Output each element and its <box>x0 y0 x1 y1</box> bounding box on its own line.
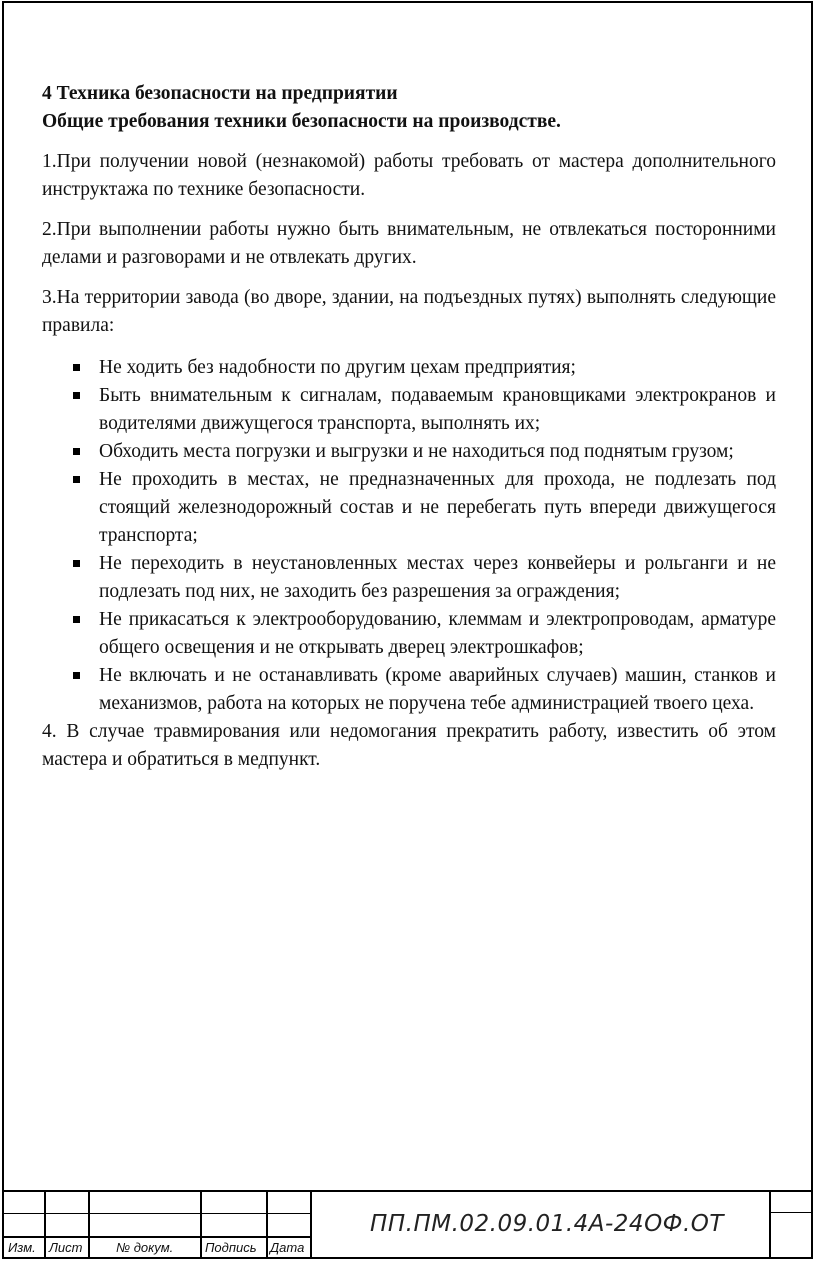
list-item <box>42 382 776 438</box>
list-item <box>42 438 776 466</box>
bullet-square-icon <box>73 560 80 567</box>
list-item-text: Не проходить в местах, не предназначенных для прохода, не подлезать под стоящий железнодорожный состав и не перебегать путь впереди движущегося транспорта; <box>99 469 776 546</box>
list-item <box>42 606 776 662</box>
section-subheading: Общие требования техники безопасности на производстве. <box>42 111 561 132</box>
stamp-label-doc-number: № докум. <box>116 1240 174 1255</box>
paragraph-1: 1.При получении новой (незнакомой) работы требовать от мастера дополнительного инструктажа по технике безопасности. <box>42 151 776 200</box>
grid-line <box>2 1213 310 1214</box>
stamp-label-date: Дата <box>270 1240 305 1255</box>
grid-line <box>88 1190 90 1259</box>
stamp-label-change: Изм. <box>8 1240 36 1255</box>
paragraph-3: 3.На территории завода (во дворе, здании, на подъездных путях) выполнять следующие правила: <box>42 287 776 336</box>
stamp-label-signature: Подпись <box>205 1240 257 1255</box>
rules-list <box>42 354 776 718</box>
grid-line <box>200 1190 202 1259</box>
title-block-top-border <box>2 1190 813 1192</box>
closing-paragraph: 4. В случае травмирования или недомогания прекратить работу, известить об этом мастера и обратиться в медпункт. <box>42 721 776 770</box>
grid-line <box>266 1190 268 1259</box>
bullet-square-icon <box>73 448 80 455</box>
list-item <box>42 466 776 550</box>
grid-line <box>44 1190 46 1259</box>
document-body <box>42 80 776 774</box>
document-code: ПП.ПМ.02.09.01.4А-24ОФ.ОТ <box>370 1211 724 1237</box>
bullet-square-icon <box>73 672 80 679</box>
list-item-text: Не включать и не останавливать (кроме аварийных случаев) машин, станков и механизмов, работа на которых не поручена тебе администрацией твоего цеха. <box>99 665 776 714</box>
list-item-text: Не переходить в неустановленных местах через конвейеры и рольганги и не подлезать под них, не заходить без разрешения за ограждения; <box>99 553 776 602</box>
list-item-text: Не прикасаться к электрооборудованию, клеммам и электропроводам, арматуре общего освещения и не открывать дверец электрошкафов; <box>99 609 776 658</box>
bullet-square-icon <box>73 392 80 399</box>
section-heading: 4 Техника безопасности на предприятии <box>42 83 398 104</box>
list-item <box>42 354 776 382</box>
list-item <box>42 662 776 718</box>
list-item-text: Обходить места погрузки и выгрузки и не находиться под поднятым грузом; <box>99 441 734 462</box>
list-item-text: Быть внимательным к сигналам, подаваемым крановщиками электрокранов и водителями движущегося транспорта, выполнять их; <box>99 385 776 434</box>
list-item-text: Не ходить без надобности по другим цехам предприятия; <box>99 357 576 378</box>
bullet-square-icon <box>73 616 80 623</box>
bullet-square-icon <box>73 476 80 483</box>
stamp-label-sheet: Лист <box>49 1240 83 1255</box>
title-block <box>2 1190 813 1259</box>
paragraph-2: 2.При выполнении работы нужно быть внимательным, не отвлекаться посторонними делами и разговорами и не отвлекать других. <box>42 219 776 268</box>
list-item <box>42 550 776 606</box>
bullet-square-icon <box>73 364 80 371</box>
